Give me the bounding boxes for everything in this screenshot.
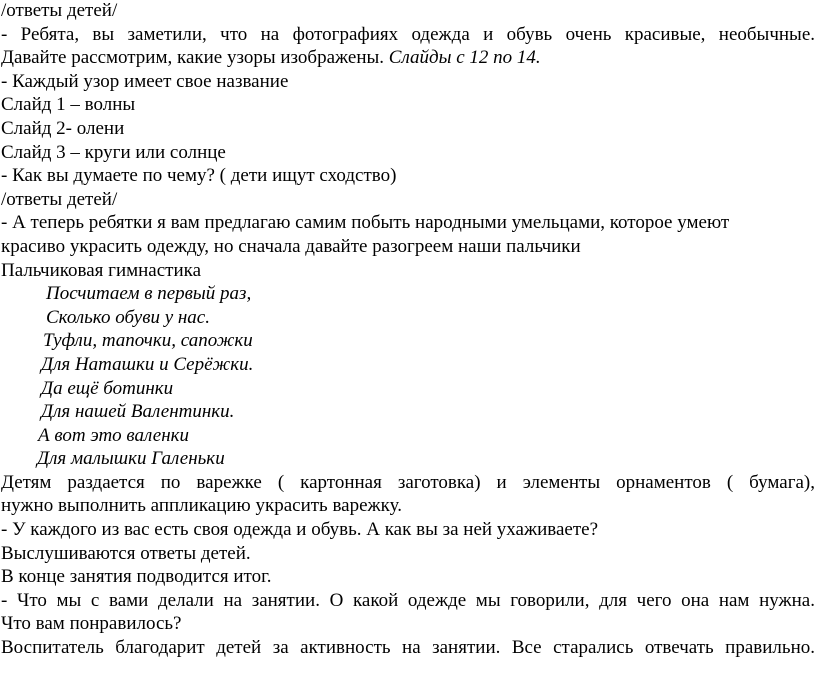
poem-line: Сколько обуви у нас. [46,306,210,328]
poem-line: Да ещё ботинки [41,377,174,399]
poem-line: Посчитаем в первый раз, [46,283,252,305]
text-line: Воспитатель благодарит детей за активность на занятии. Все старались отвечать правильно. [1,637,815,659]
text-line: /ответы детей/ [1,188,118,210]
text-line: Детям раздается по варежке ( картонная заготовка) и элементы орнаментов ( бумага), [1,471,815,493]
text-line: - Каждый узор имеет свое название [1,70,289,92]
text-line: - А теперь ребятки я вам предлагаю самим побыть народными умельцами, которое умеют [1,212,730,234]
text-line: В конце занятия подводится итог. [1,566,272,588]
text-line: нужно выполнить аппликацию украсить варежку. [1,495,402,517]
text-line: - Ребята, вы заметили, что на фотографиях одежда и обувь очень красивые, необычные. [1,23,815,45]
text-line: Что вам понравилось? [1,613,182,635]
text-line [0,46,816,70]
text-line: Слайд 3 – круги или солнце [1,141,226,163]
text-line: Слайд 1 – волны [1,94,136,116]
text-line: - Как вы думаете по чему? ( дети ищут сходство) [1,165,397,187]
text-line: - Что мы с вами делали на занятии. О какой одежде мы говорили, для чего она нам нужна. [1,589,815,611]
poem-line: Для малышки Галеньки [37,448,225,470]
poem-line: Для нашей Валентинки. [41,401,235,423]
text-line: - У каждого из вас есть своя одежда и обувь. А как вы за ней ухаживаете? [1,519,599,541]
poem-line: А вот это валенки [38,424,190,446]
text-fragment: Давайте рассмотрим, какие узоры изображены. [1,47,385,69]
poem-line: Для Наташки и Серёжки. [41,353,254,375]
text-line: Слайд 2- олени [1,117,125,139]
poem-line: Туфли, тапочки, сапожки [43,330,253,352]
slides-note: Слайды с 12 по 14. [388,47,541,69]
text-line: красиво украсить одежду, но сначала давайте разогреем наши пальчики [1,235,581,257]
text-line: Выслушиваются ответы детей. [1,542,251,564]
section-heading: Пальчиковая гимнастика [1,259,202,281]
text-line: /ответы детей/ [1,0,118,21]
